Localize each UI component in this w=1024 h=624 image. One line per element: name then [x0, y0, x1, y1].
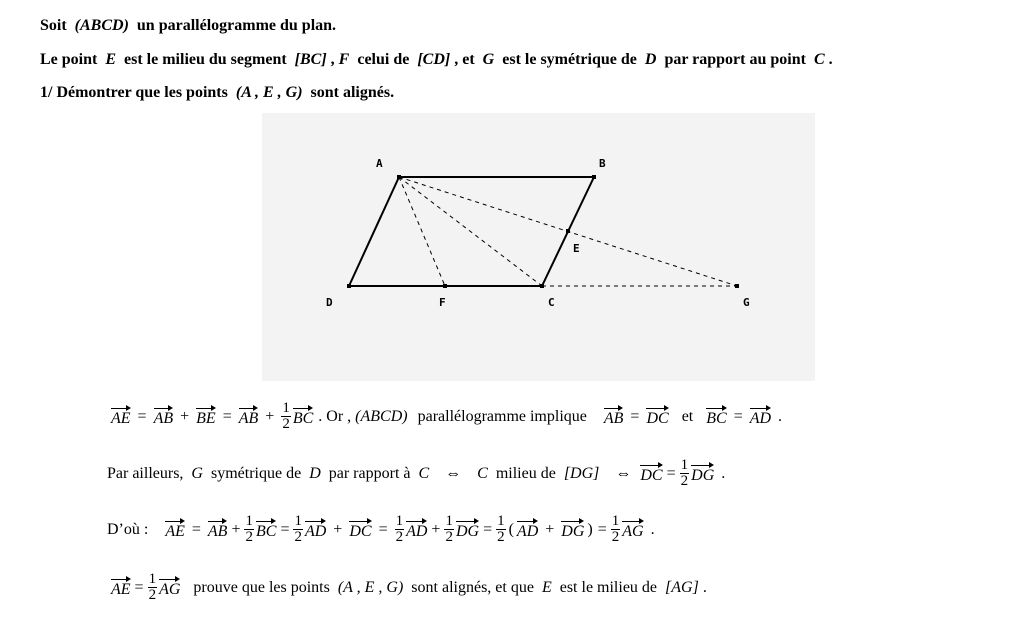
paren-close: )	[587, 520, 593, 538]
label-D: D	[326, 296, 333, 309]
fraction-half: $\frac{1}{2}$	[497, 513, 505, 545]
point-F	[443, 284, 447, 288]
vector-AE: AE	[165, 519, 185, 541]
text: est le milieu du segment	[124, 51, 287, 68]
vector-AD: AD	[517, 519, 538, 541]
figure-svg	[262, 113, 815, 381]
vector-DG: DG	[561, 519, 584, 541]
vector-AB: AB	[604, 406, 624, 428]
math: F	[338, 51, 350, 68]
text: .	[828, 51, 833, 68]
text: Soit	[40, 17, 67, 34]
text: . Or ,	[318, 407, 352, 425]
text: .	[650, 520, 655, 538]
math: C	[477, 464, 488, 482]
math: C	[813, 51, 825, 68]
text: Par ailleurs,	[107, 464, 184, 482]
segment-AC	[399, 177, 542, 286]
segment-DA	[349, 177, 399, 286]
text: est le milieu de	[559, 578, 658, 596]
math: (ABCD)	[355, 407, 408, 425]
proof-line-3	[107, 514, 655, 545]
math: G	[482, 51, 495, 68]
label-F: F	[439, 296, 446, 309]
vector-BC: BC	[706, 406, 726, 428]
text: , et	[454, 51, 475, 68]
math: G	[191, 464, 203, 482]
paren-open: (	[508, 520, 514, 538]
equals: =	[378, 520, 388, 538]
equals: =	[222, 407, 232, 425]
plus: +	[231, 520, 241, 538]
equals: =	[137, 407, 147, 425]
plus: +	[180, 407, 190, 425]
vector-AE: AE	[111, 577, 131, 599]
text: par rapport à	[328, 464, 411, 482]
math: C	[418, 464, 430, 482]
vector-DG: DG	[456, 519, 479, 541]
label-B: B	[599, 157, 606, 170]
math: [AG]	[665, 578, 699, 596]
math: [CD]	[417, 51, 451, 68]
equals: =	[666, 464, 676, 482]
point-E	[566, 229, 570, 233]
vector-AG: AG	[159, 577, 180, 599]
equals: =	[280, 520, 290, 538]
proof-line-2	[107, 458, 725, 489]
vector-AD: AD	[406, 519, 427, 541]
text: ,	[330, 51, 335, 68]
math: D	[309, 464, 321, 482]
text: est le symétrique de	[502, 51, 637, 68]
iff: ⇔	[615, 464, 632, 482]
vector-AE: AE	[111, 406, 131, 428]
vector-AD: AD	[750, 406, 771, 428]
text: symétrique de	[210, 464, 302, 482]
text: un parallélogramme du plan.	[136, 17, 337, 34]
math: E	[541, 578, 552, 596]
vector-BE: BE	[196, 406, 216, 428]
equals: =	[134, 578, 144, 596]
vector-DC: DC	[640, 463, 662, 485]
fraction-half: $\frac{1}{2}$	[148, 571, 157, 603]
equals: =	[630, 407, 640, 425]
math: (ABCD)	[74, 17, 129, 34]
vector-BC: BC	[256, 519, 276, 541]
text: sont alignés.	[310, 84, 395, 101]
vector-AB: AB	[239, 406, 259, 428]
text: D’où :	[107, 520, 149, 538]
fraction-half: $\frac{1}{2}$	[395, 513, 404, 545]
label-C: C	[548, 296, 555, 309]
vector-AB: AB	[208, 519, 228, 541]
equals: =	[483, 520, 493, 538]
text: celui de	[357, 51, 410, 68]
statement-line-3	[40, 84, 394, 102]
statement-line-2	[40, 51, 833, 69]
plus: +	[265, 407, 275, 425]
fraction-half: $\frac{1}{2}$	[445, 513, 453, 545]
math: (A , E , G)	[337, 578, 404, 596]
point-A	[397, 175, 401, 179]
text: .	[702, 578, 707, 596]
vector-DG: DG	[691, 463, 714, 485]
vector-AB: AB	[154, 406, 174, 428]
math: (A , E , G)	[235, 84, 303, 101]
text: par rapport au point	[664, 51, 806, 68]
vector-AD: AD	[305, 519, 326, 541]
text: Le point	[40, 51, 98, 68]
plus: +	[333, 520, 343, 538]
proof-line-4	[110, 572, 707, 603]
equals: =	[191, 520, 201, 538]
proof-line-1	[110, 401, 782, 432]
vector-AG: AG	[622, 519, 643, 541]
text: 1/ Démontrer que les points	[40, 84, 228, 101]
text: milieu de	[495, 464, 556, 482]
plus: +	[545, 520, 555, 538]
label-E: E	[573, 242, 580, 255]
iff: ⇔	[445, 464, 462, 482]
equals: =	[733, 407, 743, 425]
text: sont alignés, et que	[411, 578, 534, 596]
vector-DC: DC	[646, 406, 668, 428]
label-G: G	[743, 296, 750, 309]
text: parallélogramme implique	[417, 407, 587, 425]
fraction-half: $\frac{1}{2}$	[245, 513, 253, 545]
segment-AF	[399, 177, 445, 286]
text: .	[778, 407, 783, 425]
math: [DG]	[563, 464, 600, 482]
fraction-half: $\frac{1}{2}$	[282, 400, 290, 432]
fraction-half: $\frac{1}{2}$	[611, 513, 620, 545]
label-A: A	[376, 157, 383, 170]
text: .	[721, 464, 726, 482]
vector-BC: BC	[293, 406, 313, 428]
text: prouve que les points	[193, 578, 330, 596]
statement-line-1	[40, 17, 336, 35]
vector-DC: DC	[349, 519, 371, 541]
fraction-half: $\frac{1}{2}$	[294, 513, 302, 545]
equals: =	[597, 520, 607, 538]
math: D	[644, 51, 657, 68]
plus: +	[431, 520, 441, 538]
geometry-figure	[262, 113, 815, 381]
fraction-half: $\frac{1}{2}$	[680, 457, 689, 489]
math: E	[105, 51, 117, 68]
point-D	[347, 284, 351, 288]
point-B	[592, 175, 596, 179]
point-G	[735, 284, 739, 288]
point-C	[540, 284, 544, 288]
text: et	[681, 407, 694, 425]
math: [BC]	[294, 51, 327, 68]
